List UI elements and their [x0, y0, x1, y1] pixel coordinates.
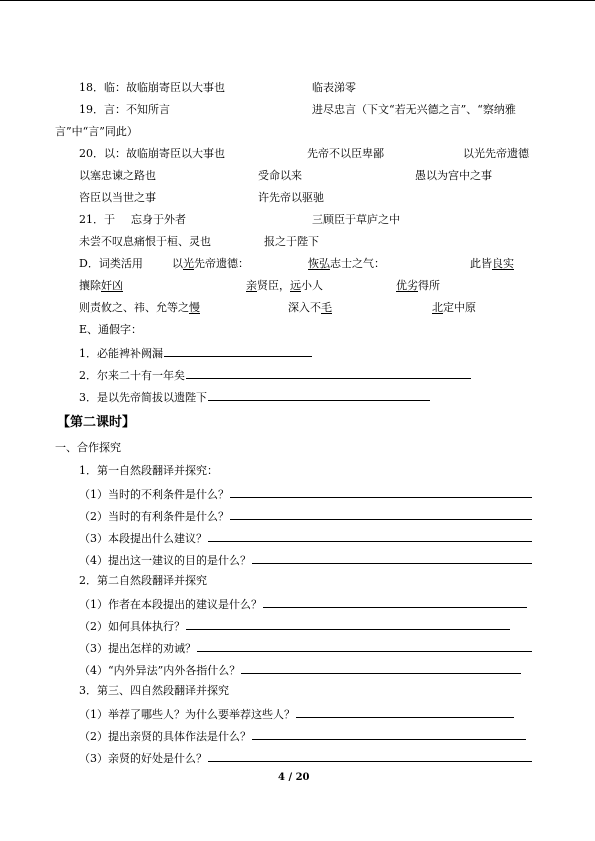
d-item-8: 深入不毛	[288, 301, 332, 314]
p1-question-3: （3）本段提出什么建议？	[79, 530, 532, 546]
p3-title: 3．第三、四自然段翻译并探究	[79, 684, 229, 697]
section-d-title: D．词类活用	[79, 257, 143, 270]
item-18-b: 临表涕零	[312, 81, 356, 94]
item-21-d: 未尝不叹息痛恨于桓、灵也	[79, 235, 211, 248]
item-20-e: 受命以来	[258, 169, 302, 182]
item-20-b: 先帝不以臣卑鄙	[307, 147, 384, 160]
item-20-a: 20．以：故临崩寄臣以大事也	[79, 147, 225, 160]
p1-question-2: （2）当时的有利条件是什么？	[79, 508, 532, 524]
p2-question-1: （1）作者在本段提出的建议是什么？	[79, 596, 527, 612]
item-20-c: 以光先帝遗德	[463, 147, 529, 160]
page-number: 4 / 20	[278, 772, 310, 783]
item-20-f: 愚以为宫中之事	[415, 169, 492, 182]
p3-question-2: （2）提出亲贤的具体作法是什么？	[79, 728, 526, 744]
d-item-9: 北定中原	[432, 301, 476, 314]
p2-title: 2．第二自然段翻译并探究	[79, 574, 207, 587]
d-item-7: 则责攸之、祎、允等之慢	[79, 301, 200, 314]
d-item-1: 以光先帝遗德：	[172, 257, 249, 270]
e-question-3: 3．是以先帝简拔以遗陛下	[79, 389, 430, 405]
item-20-g: 咨臣以当世之事	[79, 191, 156, 204]
item-21-c: 三顾臣于草庐之中	[312, 213, 400, 226]
p2-question-2: （2）如何具体执行？	[79, 618, 510, 634]
p1-title: 1．第一自然段翻译并探究：	[79, 464, 218, 477]
item-20-h: 许先帝以驱驰	[258, 191, 324, 204]
p2-question-4: （4）“内外异法”内外各指什么？	[79, 662, 521, 678]
p3-question-1: （1）举荐了哪些人？为什么要举荐这些人？	[79, 706, 514, 722]
p3-question-3: （3）亲贤的好处是什么？	[79, 750, 532, 766]
item-20-d: 以塞忠谏之路也	[79, 169, 156, 182]
top-border	[0, 0, 595, 1]
item-19-c: 言”中“言”同此）	[55, 125, 138, 138]
item-19-b: 进尽忠言（下文“若无兴德之言”、“察纳雅	[312, 103, 516, 116]
item-19-a: 19．言：不知所言	[79, 103, 170, 116]
e-question-2: 2．尔来二十有一年矣	[79, 367, 471, 383]
d-item-5: 亲贤臣，远小人	[246, 279, 323, 292]
p1-question-1: （1）当时的不利条件是什么？	[79, 486, 532, 502]
d-item-2: 恢弘志士之气：	[308, 257, 385, 270]
e-question-1: 1．必能裨补阙漏	[79, 345, 312, 361]
d-item-4: 攘除奸凶	[79, 279, 123, 292]
d-item-6: 优劣得所	[396, 279, 440, 292]
item-21-a: 21．于	[79, 213, 115, 226]
lesson-heading: 【第二课时】	[57, 415, 136, 430]
p1-question-4: （4）提出这一建议的目的是什么？	[79, 552, 532, 568]
d-item-3: 此皆良实	[470, 257, 514, 270]
item-18-a: 18．临：故临崩寄臣以大事也	[79, 81, 225, 94]
item-21-b: 忘身于外者	[131, 213, 186, 226]
p2-question-3: （3）提出怎样的劝诫？	[79, 640, 532, 656]
section-1-title: 一、合作探究	[55, 441, 121, 454]
section-e-title: E、通假字：	[79, 323, 143, 336]
item-21-e: 报之于陛下	[264, 235, 319, 248]
